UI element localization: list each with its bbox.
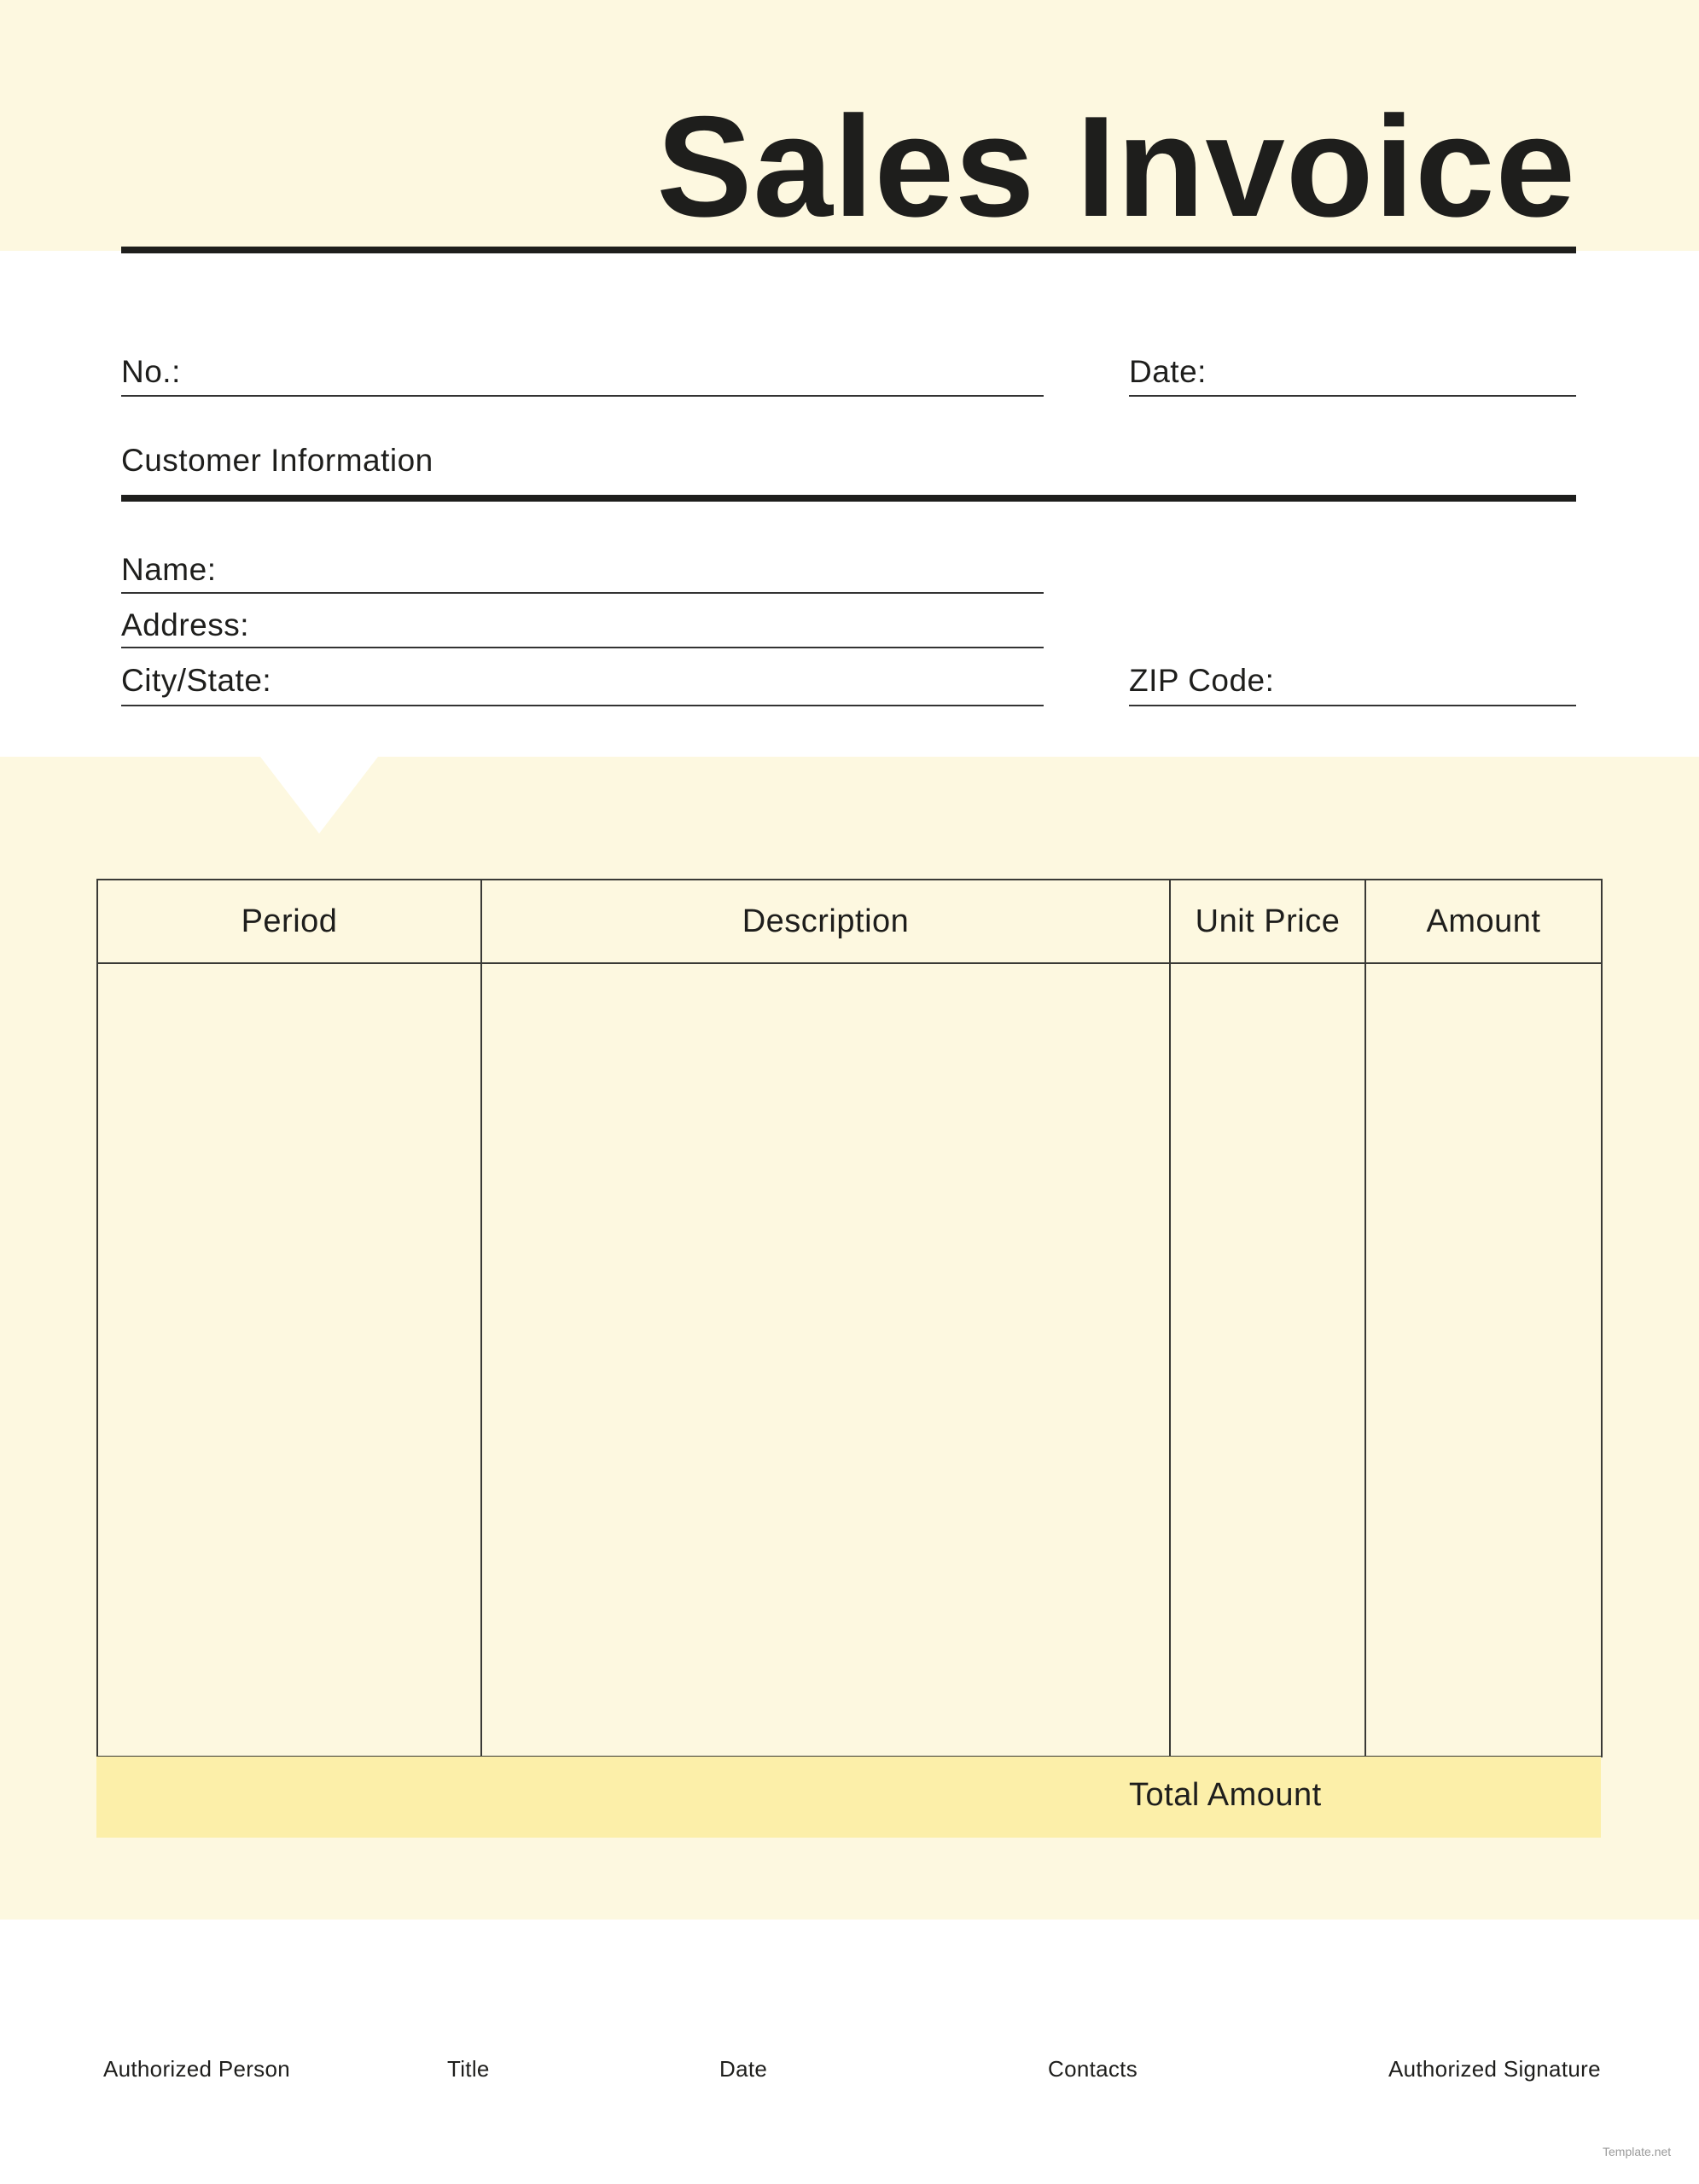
description-cell[interactable] — [481, 963, 1170, 1757]
city-state-field[interactable] — [121, 705, 1044, 706]
name-field[interactable] — [121, 592, 1044, 594]
zip-field[interactable] — [1129, 705, 1576, 706]
date-field[interactable] — [1129, 395, 1576, 397]
page-title: Sales Invoice — [656, 86, 1576, 247]
address-field[interactable] — [121, 647, 1044, 648]
footer-title: Title — [447, 2056, 490, 2082]
name-label: Name: — [121, 552, 217, 587]
unit-price-cell[interactable] — [1170, 963, 1365, 1757]
city-state-label: City/State: — [121, 663, 272, 698]
footer-authorized-signature: Authorized Signature — [1388, 2056, 1601, 2082]
footer-contacts: Contacts — [1048, 2056, 1138, 2082]
watermark: Template.net — [1603, 2145, 1672, 2158]
total-row — [96, 1757, 1601, 1838]
date-label: Date: — [1129, 354, 1207, 389]
amount-cell[interactable] — [1365, 963, 1602, 1757]
footer-date: Date — [719, 2056, 768, 2082]
zip-label: ZIP Code: — [1129, 663, 1275, 698]
column-header-unit-price: Unit Price — [1170, 880, 1365, 963]
footer-authorized-person: Authorized Person — [103, 2056, 291, 2082]
table-row — [97, 963, 1602, 1757]
title-divider — [121, 247, 1576, 253]
notch-triangle — [260, 757, 378, 834]
items-table — [96, 879, 1603, 1757]
customer-divider — [121, 495, 1576, 502]
column-header-description: Description — [481, 880, 1170, 963]
customer-info-heading: Customer Information — [121, 443, 433, 478]
column-header-period: Period — [97, 880, 481, 963]
table-header-row — [97, 880, 1602, 963]
no-label: No.: — [121, 354, 181, 389]
no-field[interactable] — [121, 395, 1044, 397]
period-cell[interactable] — [97, 963, 481, 1757]
total-amount-label: Total Amount — [1129, 1777, 1322, 1813]
address-label: Address: — [121, 607, 250, 642]
column-header-amount: Amount — [1365, 880, 1602, 963]
